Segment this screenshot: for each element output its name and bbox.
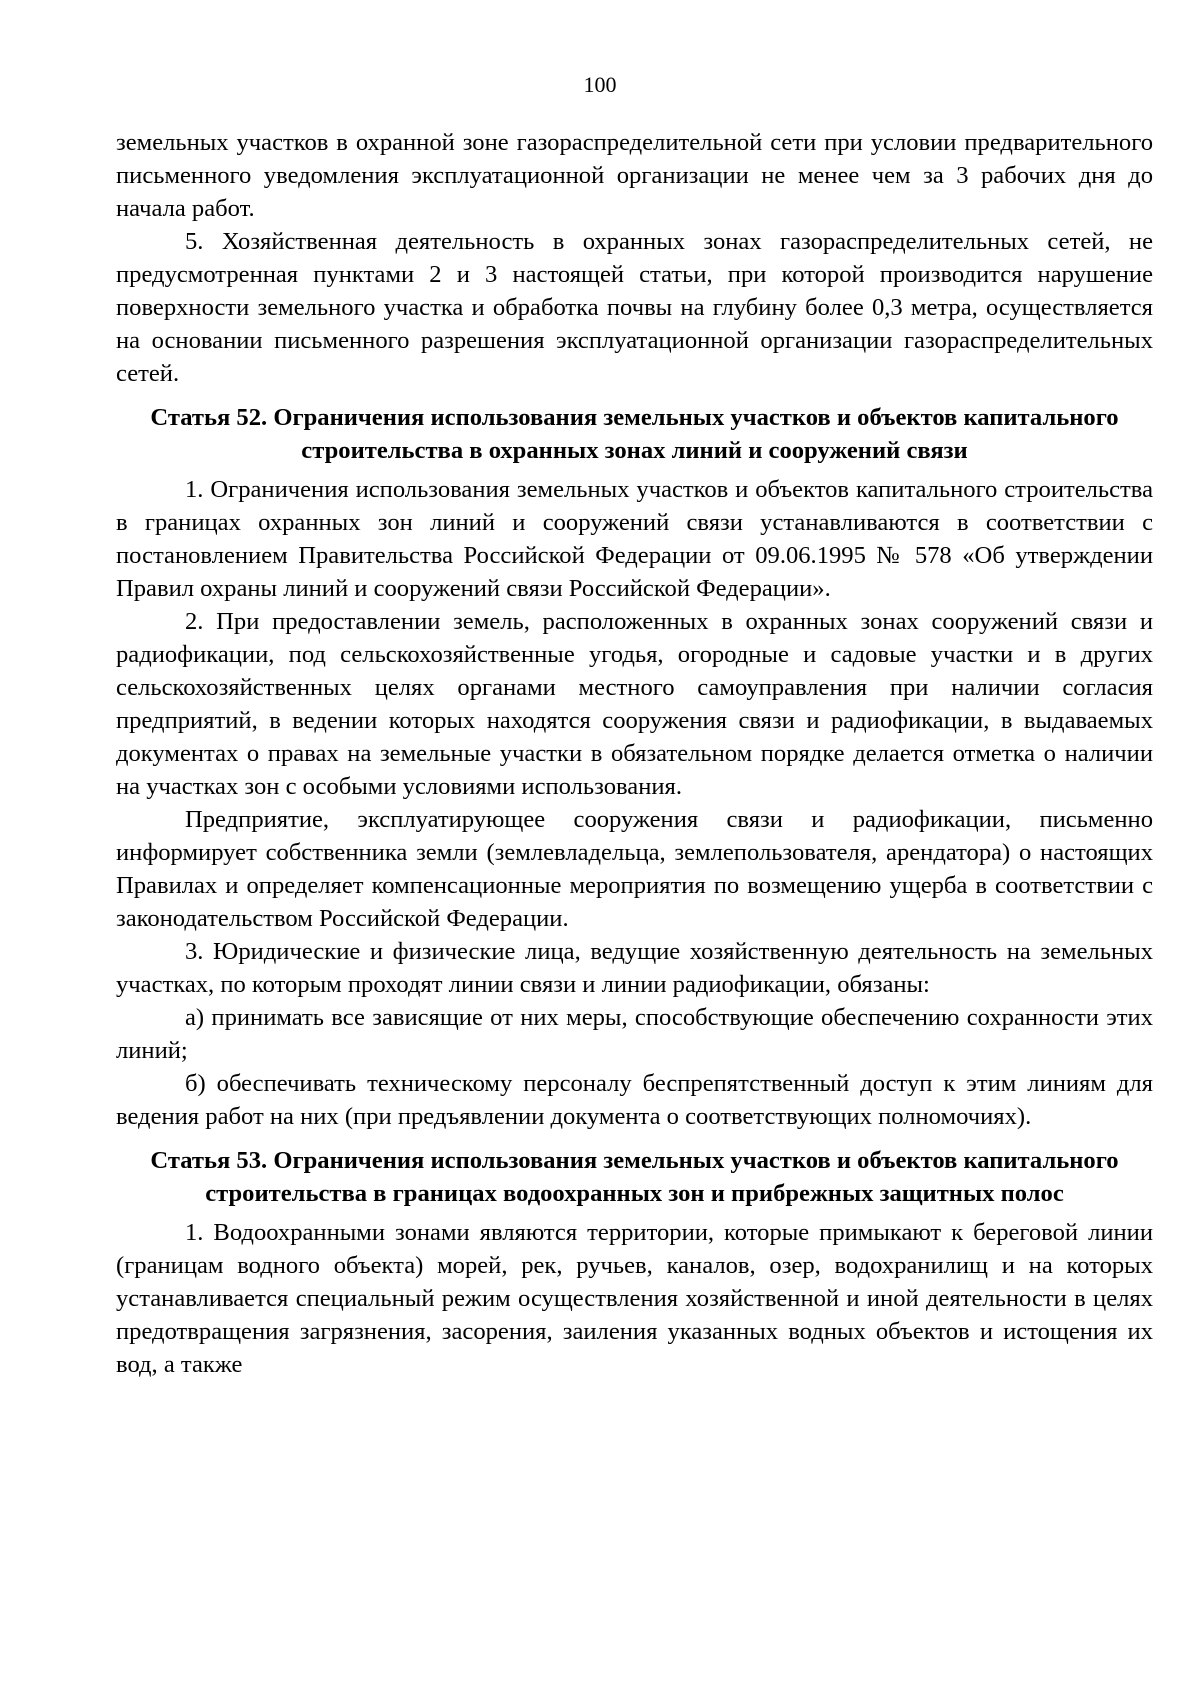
article-52-subitem-a: а) принимать все зависящие от них меры, способствующие обеспечению сохранности этих линий;	[116, 1004, 1153, 1064]
article-52-paragraph-3: 3. Юридические и физические лица, ведущие хозяйственную деятельность на земельных участках, по которым проходят линии связи и линии радиофикации, обязаны:	[116, 938, 1153, 998]
article-52-paragraph-2: 2. При предоставлении земель, расположенных в охранных зонах сооружений связи и радиофикации, под сельскохозяйственные угодья, огородные и садовые участки и в других сельскохозяйственных целях органами местного самоуправления при наличии согласия предприятий, в ведении которых находятся сооружения связи и радиофикации, в выдаваемых документах о правах на земельные участки в обязательном порядке делается отметка о наличии на участках зон с особыми условиями использования.	[116, 608, 1153, 800]
article-53-paragraph-1: 1. Водоохранными зонами являются территории, которые примыкают к береговой линии (границам водного объекта) морей, рек, ручьев, каналов, озер, водохранилищ и на которых устанавливается специальный режим осуществления хозяйственной и иной деятельности в целях предотвращения загрязнения, засорения, заиления указанных водных объектов и истощения их вод, а также	[116, 1219, 1153, 1378]
paragraph-continuation: земельных участков в охранной зоне газораспределительной сети при условии предварительного письменного уведомления эксплуатационной организации не менее чем за 3 рабочих дня до начала работ.	[116, 129, 1153, 222]
document-body	[116, 126, 1153, 1381]
page-number: 100	[583, 72, 617, 97]
article-52-paragraph-enterprise: Предприятие, эксплуатирующее сооружения связи и радиофикации, письменно информирует собственника земли (землевладельца, землепользователя, арендатора) о настоящих Правилах и определяет компенсационные мероприятия по возмещению ущерба в соответствии с законодательством Российской Федерации.	[116, 806, 1153, 932]
article-52-subitem-b: б) обеспечивать техническому персоналу беспрепятственный доступ к этим линиям для ведения работ на них (при предъявлении документа о соответствующих полномочиях).	[116, 1070, 1153, 1130]
article-52-heading: Статья 52. Ограничения использования земельных участков и объектов капитального строительства в охранных зонах линий и сооружений связи	[150, 404, 1119, 464]
article-52-paragraph-1: 1. Ограничения использования земельных участков и объектов капитального строительства в границах охранных зон линий и сооружений связи устанавливаются в соответствии с постановлением Правительства Российской Федерации от 09.06.1995 № 578 «Об утверждении Правил охраны линий и сооружений связи Российской Федерации».	[116, 476, 1153, 602]
paragraph-item-5: 5. Хозяйственная деятельность в охранных зонах газораспределительных сетей, не предусмотренная пунктами 2 и 3 настоящей статьи, при которой производится нарушение поверхности земельного участка и обработка почвы на глубину более 0,3 метра, осуществляется на основании письменного разрешения эксплуатационной организации газораспределительных сетей.	[116, 228, 1153, 387]
article-53-heading: Статья 53. Ограничения использования земельных участков и объектов капитального строительства в границах водоохранных зон и прибрежных защитных полос	[150, 1147, 1119, 1207]
